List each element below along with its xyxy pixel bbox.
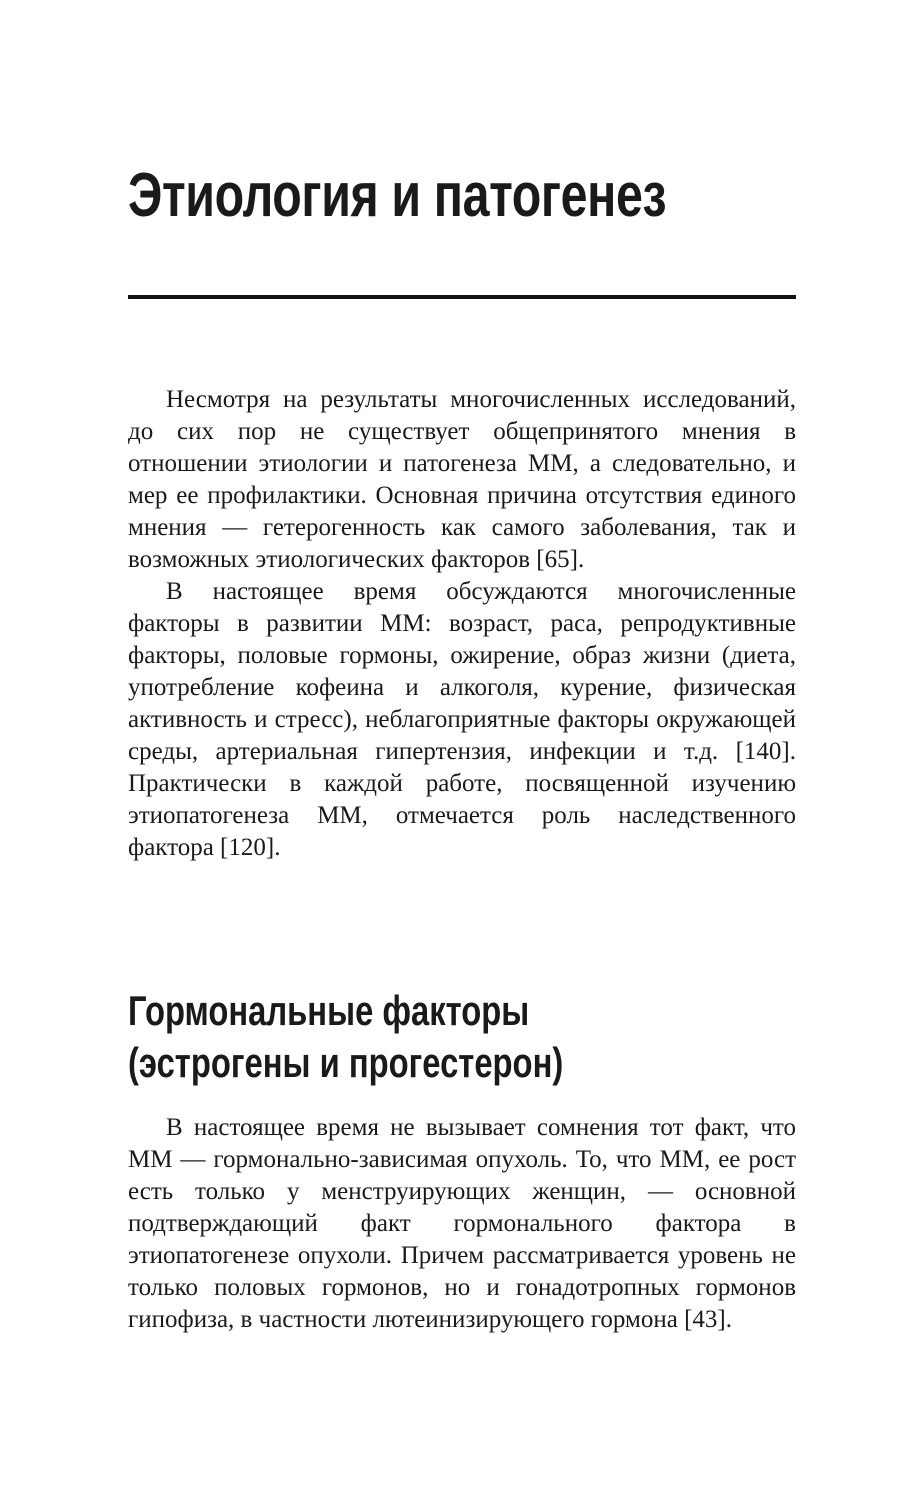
paragraph: Несмотря на результаты многочисленных исследований, до сих пор не существует общепринятого мнения в отношении этиологии и патогенеза ММ, а следовательно, и мер ее профилактики. Основная причина отсутствия единого мнения — гетерогенность как самого заболевания, так и возможных этиологических факторов [65].	[128, 386, 796, 573]
section-title-line: (эстрогены и прогестерон)	[128, 1039, 564, 1086]
paragraph: В настоящее время не вызывает сомнения тот факт, что ММ — гормонально-зависимая опухоль. То, что ММ, ее рост есть только у менструирующих женщин, — основной подтверждающий факт гормонального фактора в этиопатогенезе опухоли. Причем рассматривается уровень не только половых гормонов, но и гонадотропных гормонов гипофиза, в частности лютеинизирующего гормона [43].	[128, 1114, 796, 1333]
paragraph: В настоящее время обсуждаются многочисленные факторы в развитии ММ: возраст, раса, репродуктивные факторы, половые гормоны, ожирение, образ жизни (диета, употребление кофеина и алкоголя, курение, физическая активность и стресс), неблагоприятные факторы окружающей среды, артериальная гипертензия, инфекции и т.д. [140]. Практически в каждой работе, посвященной изучению этиопатогенеза ММ, отмечается роль наследственного фактора [120].	[128, 578, 796, 861]
book-page	[128, 0, 796, 1497]
title-divider	[128, 295, 796, 299]
section-title	[128, 985, 563, 1089]
intro-text	[128, 384, 796, 864]
chapter-title: Этиология и патогенез	[128, 161, 667, 230]
section-title-line: Гормональные факторы	[128, 987, 530, 1034]
section-text	[128, 1112, 796, 1336]
